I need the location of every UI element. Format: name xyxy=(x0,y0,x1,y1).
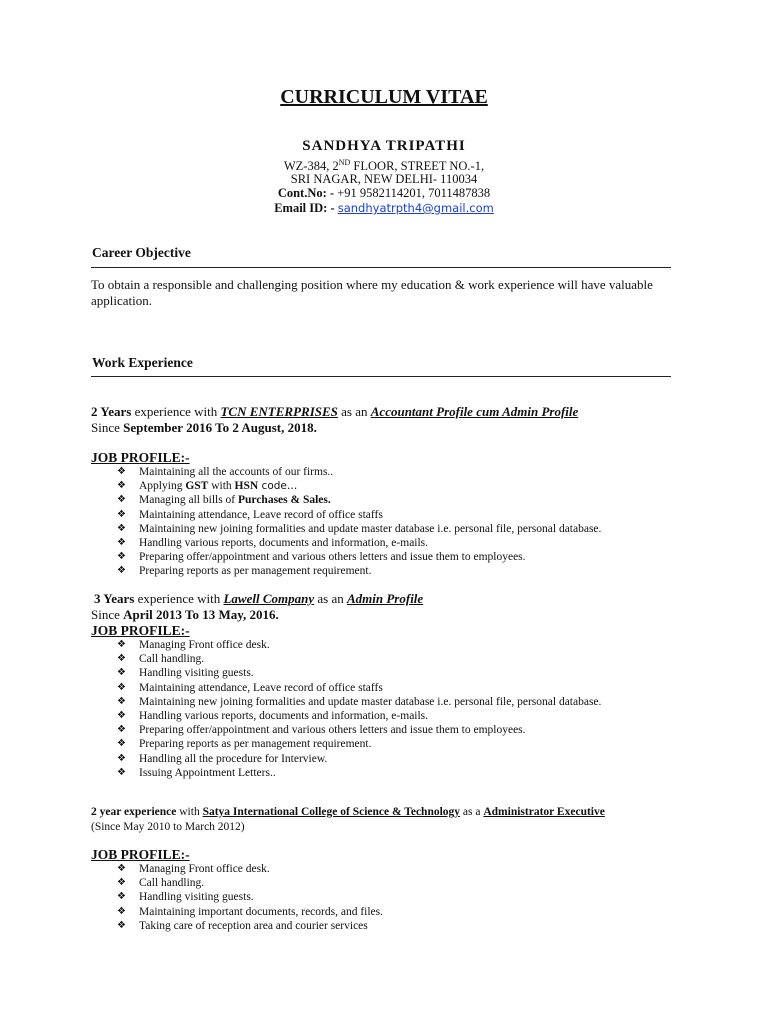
text-part: as an xyxy=(314,591,347,606)
list-item xyxy=(117,564,601,578)
email-label: Email ID: - xyxy=(274,201,338,215)
bullet-icon: ❖ xyxy=(117,508,126,520)
bullet-icon: ❖ xyxy=(117,752,126,764)
item-text: Preparing reports as per management requirement. xyxy=(139,565,372,578)
item-text: Maintaining new joining formalities and update master database i.e. personal file, personal database. xyxy=(139,695,602,708)
job2-company: Lawell Company xyxy=(223,591,315,606)
job1-role: Accountant Profile cum Admin Profile xyxy=(370,404,579,419)
bullet-icon: ❖ xyxy=(117,738,126,750)
list-item xyxy=(117,479,601,493)
address-part: WZ-384, 2 xyxy=(283,159,339,174)
list-item xyxy=(117,737,601,751)
job1-duties xyxy=(117,465,601,579)
list-item xyxy=(117,752,601,766)
bullet-icon: ❖ xyxy=(117,565,126,577)
bullet-icon: ❖ xyxy=(117,919,126,931)
item-text: HSN xyxy=(234,480,259,493)
item-text: Handling all the procedure for Interview. xyxy=(139,752,328,765)
text-part: experience with xyxy=(134,591,224,606)
bullet-icon: ❖ xyxy=(117,695,126,707)
section-divider xyxy=(91,376,671,377)
career-objective-heading: Career Objective xyxy=(92,245,191,260)
job2-years: 3 Years xyxy=(94,591,135,606)
list-item xyxy=(117,652,601,666)
item-text: Taking care of reception area and courier services xyxy=(139,919,368,932)
item-text: Call handling. xyxy=(139,653,205,666)
list-item xyxy=(117,550,601,564)
item-text: Preparing offer/appointment and various others letters and issue them to employees. xyxy=(139,551,526,564)
item-text: Handling various reports, documents and information, e-mails. xyxy=(139,710,429,723)
job2-profile-label: JOB PROFILE:- xyxy=(91,623,190,638)
job3-period: (Since May 2010 to March 2012) xyxy=(91,821,245,833)
item-text: Managing Front office desk. xyxy=(139,639,270,651)
list-item xyxy=(117,465,601,479)
job2-dates: April 2013 To 13 May, 2016. xyxy=(123,607,279,622)
bullet-icon: ❖ xyxy=(117,863,126,874)
list-item xyxy=(117,876,383,890)
job1-period xyxy=(91,420,317,436)
work-experience-heading: Work Experience xyxy=(92,355,193,370)
item-text: Maintaining all the accounts of our firms.. xyxy=(139,466,334,478)
list-item xyxy=(117,723,601,737)
list-item xyxy=(117,709,601,723)
text-part: Since xyxy=(91,607,124,622)
text-part: experience with xyxy=(131,404,221,419)
list-item xyxy=(117,638,601,652)
list-item xyxy=(117,890,383,904)
email-link[interactable]: sandhyatrpth4@gmail.com xyxy=(337,201,494,215)
bullet-icon: ❖ xyxy=(117,905,126,917)
list-item xyxy=(117,508,601,522)
bullet-icon: ❖ xyxy=(117,551,126,563)
list-item xyxy=(117,681,601,695)
item-text: Purchases & Sales. xyxy=(238,494,331,507)
bullet-icon: ❖ xyxy=(117,766,126,778)
item-text: code… xyxy=(258,480,298,493)
document-title: CURRICULUM VITAE xyxy=(280,86,488,108)
list-item xyxy=(117,766,601,780)
job3-profile-label: JOB PROFILE:- xyxy=(91,847,190,862)
item-text: Preparing reports as per management requirement. xyxy=(139,738,372,751)
job2-summary xyxy=(94,591,423,607)
job3-duties xyxy=(117,862,383,933)
list-item xyxy=(117,522,601,536)
item-text: with xyxy=(208,480,235,493)
job1-profile-label: JOB PROFILE:- xyxy=(91,450,190,465)
job2-period xyxy=(91,607,279,623)
item-text: Preparing offer/appointment and various others letters and issue them to employees. xyxy=(139,724,526,737)
job3-years: 2 year experience xyxy=(91,806,177,818)
text-part: as a xyxy=(460,806,484,818)
list-item xyxy=(117,536,601,550)
list-item xyxy=(117,919,383,933)
job3-summary xyxy=(91,806,605,818)
list-item xyxy=(117,666,601,680)
list-item xyxy=(117,695,601,709)
job1-dates: September 2016 To 2 August, 2018. xyxy=(123,420,317,435)
address-line-2: SRI NAGAR, NEW DELHI- 110034 xyxy=(290,172,478,186)
bullet-icon: ❖ xyxy=(117,724,126,736)
item-text: Managing Front office desk. xyxy=(139,863,270,875)
item-text: Maintaining new joining formalities and update master database i.e. personal file, personal database. xyxy=(139,522,602,535)
bullet-icon: ❖ xyxy=(117,494,126,506)
bullet-icon: ❖ xyxy=(117,710,126,722)
email-line xyxy=(0,201,768,216)
item-text: Call handling. xyxy=(139,877,205,890)
bullet-icon: ❖ xyxy=(117,480,126,492)
bullet-icon: ❖ xyxy=(117,537,126,549)
item-text: Maintaining attendance, Leave record of office staffs xyxy=(139,508,383,521)
bullet-icon: ❖ xyxy=(117,877,126,889)
bullet-icon: ❖ xyxy=(117,639,126,650)
job2-duties xyxy=(117,638,601,780)
text-part: Since xyxy=(91,420,124,435)
item-text: Maintaining important documents, records, and files. xyxy=(139,905,383,918)
address-superscript: ND xyxy=(338,158,351,167)
text-part: with xyxy=(176,806,203,818)
section-divider xyxy=(91,267,671,268)
item-text: Applying xyxy=(139,480,186,493)
item-text: Handling visiting guests. xyxy=(139,891,254,904)
item-text: Maintaining attendance, Leave record of office staffs xyxy=(139,681,383,694)
bullet-icon: ❖ xyxy=(117,891,126,903)
job1-years: 2 Years xyxy=(91,404,132,419)
item-text: Managing all bills of xyxy=(139,494,239,507)
list-item xyxy=(117,862,383,876)
bullet-icon: ❖ xyxy=(117,653,126,665)
career-objective-text: To obtain a responsible and challenging position where my education & work experience will have valuable application. xyxy=(91,277,653,308)
bullet-icon: ❖ xyxy=(117,466,126,477)
item-text: GST xyxy=(185,480,209,493)
bullet-icon: ❖ xyxy=(117,681,126,693)
candidate-name: SANDHYA TRIPATHI xyxy=(302,138,466,154)
item-text: Handling visiting guests. xyxy=(139,667,254,680)
bullet-icon: ❖ xyxy=(117,667,126,679)
text-part: as an xyxy=(337,404,371,419)
bullet-icon: ❖ xyxy=(117,522,126,534)
contact-line xyxy=(0,186,768,201)
contact-label: Cont.No: - xyxy=(277,186,338,200)
job2-role: Admin Profile xyxy=(346,591,424,606)
contact-value: +91 9582114201, 7011487838 xyxy=(337,186,491,200)
job1-summary xyxy=(91,404,578,420)
job3-role: Administrator Executive xyxy=(483,806,605,818)
list-item xyxy=(117,905,383,919)
item-text: Handling various reports, documents and information, e-mails. xyxy=(139,537,429,550)
job3-company: Satya International College of Science & Technology xyxy=(202,806,461,818)
item-text: Issuing Appointment Letters.. xyxy=(139,766,276,779)
address-part: FLOOR, STREET NO.-1, xyxy=(350,159,485,174)
list-item xyxy=(117,493,601,507)
job1-company: TCN ENTERPRISES xyxy=(220,404,338,419)
